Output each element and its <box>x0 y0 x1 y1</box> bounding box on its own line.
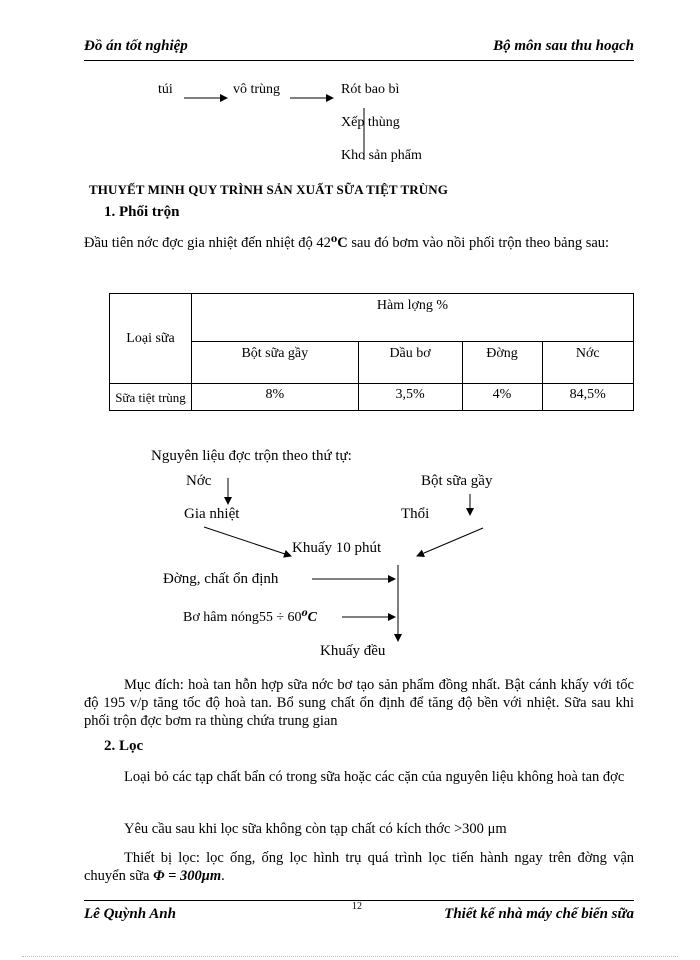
s2-heading: 2. Lọc <box>104 738 144 754</box>
th-loai-sua: Loại sữa <box>110 294 192 384</box>
mix-table <box>109 293 634 411</box>
cell-4: 84,5% <box>542 384 633 411</box>
flow-rot-bao-bi: Rót bao bì <box>341 82 400 97</box>
arrow-blow-stir <box>417 528 483 556</box>
s2-p1: Loại bỏ các tạp chất bẩn có trong sữa hoặc các cặn của nguyên liệu không hoà tan đợc <box>124 769 625 785</box>
flow-kho: Kho sản phẩm <box>341 148 422 163</box>
cell-2: 3,5% <box>358 384 462 411</box>
flow-xep-thung: Xếp thùng <box>341 115 400 130</box>
mix-stir10: Khuấy 10 phút <box>292 540 382 556</box>
mix-stir-even: Khuấy đều <box>320 643 386 659</box>
page-number: 12 <box>352 901 362 912</box>
s2-p2: Yêu cầu sau khi lọc sữa không còn tạp chất có kích thớc >300 μm <box>124 821 507 837</box>
mix-title: Nguyên liệu đợc trộn theo thứ tự: <box>151 448 352 464</box>
flow-votrung: vô trùng <box>233 82 281 97</box>
temp-unit-60: ⁰C <box>301 610 318 625</box>
header-left: Đồ án tốt nghiệp <box>84 38 188 54</box>
th-col-2: Dầu bơ <box>358 342 462 384</box>
th-ham-luong: Hàm lợng % <box>192 294 634 342</box>
th-col-1: Bột sữa gầy <box>192 342 359 384</box>
mix-water: Nớc <box>186 473 212 489</box>
mix-heat: Gia nhiệt <box>184 506 240 522</box>
mix-blow: Thổi <box>401 506 430 522</box>
mix-butter: Bơ hâm nóng55 ÷ 60⁰C <box>183 610 318 625</box>
header-right: Bộ môn sau thu hoạch <box>493 38 634 54</box>
footer-right: Thiết kế nhà máy chế biến sữa <box>444 906 634 922</box>
unit-micron: μm <box>487 821 507 837</box>
purpose-paragraph: Mục đích: hoà tan hỗn hợp sữa nớc bơ tạo sản phẩm đồng nhất. Bật cánh khấy với tốc độ 195 v/p tăng tốc độ hoà tan. Bổ sung chất ổn định để tăng độ bền với nhiệt. Sữa sau khi phối trộn đợc bơm ra thùng chứa trung gian <box>84 677 634 729</box>
cell-3: 4% <box>462 384 542 411</box>
mix-powder: Bột sữa gầy <box>421 473 493 489</box>
s2-p3: Thiết bị lọc: lọc ống, ống lọc hình trụ quá trình lọc tiến hành ngay trên đờng vận chuyển sữa Φ = 300μm. <box>84 850 634 884</box>
formula-phi: Φ = 300μm <box>153 868 222 884</box>
flow-tui: túi <box>158 82 173 97</box>
s1-intro: Đầu tiên nớc đợc gia nhiệt đến nhiệt độ 42⁰C sau đó bơm vào nồi phối trộn theo bảng sau: <box>84 235 610 251</box>
bottom-dotted-line <box>22 956 678 957</box>
temp-unit-42: ⁰C <box>330 235 348 251</box>
cell-1: 8% <box>192 384 359 411</box>
footer-left: Lê Quỳnh Anh <box>84 906 176 922</box>
s1-heading: 1. Phối trộn <box>104 204 180 220</box>
mix-sugar: Đờng, chất ổn định <box>163 571 279 587</box>
section-title: THUYẾT MINH QUY TRÌNH SẢN XUẤT SỮA TIỆT TRÙNG <box>89 182 448 197</box>
arrow-heat-stir <box>204 527 291 556</box>
th-col-4: Nớc <box>542 342 633 384</box>
th-col-3: Đờng <box>462 342 542 384</box>
row-label: Sữa tiệt trùng <box>110 384 192 411</box>
